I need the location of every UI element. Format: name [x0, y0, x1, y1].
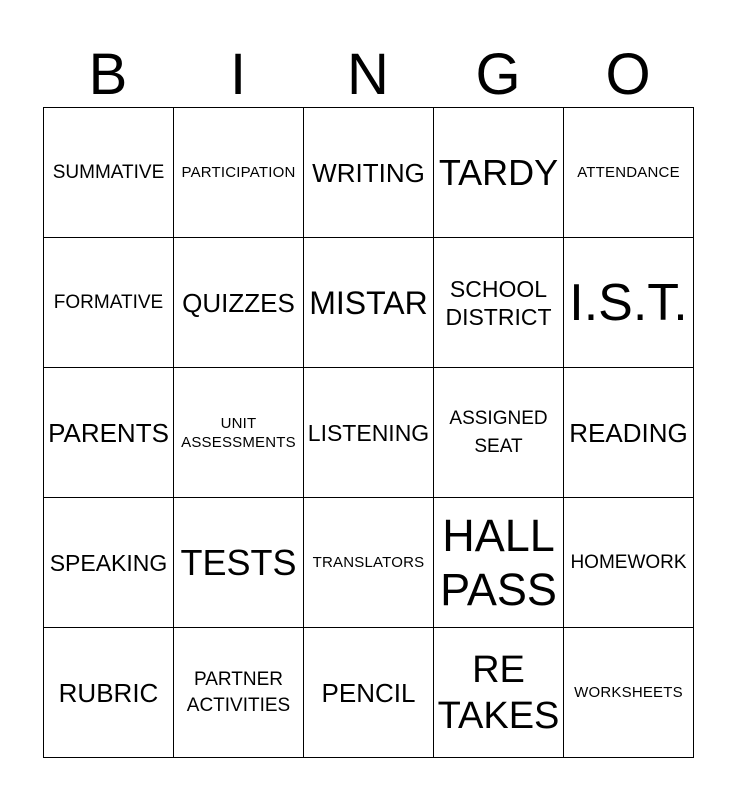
- bingo-header: [43, 44, 693, 106]
- cell-label: TRANSLATORS: [312, 554, 425, 571]
- bingo-cell[interactable]: [304, 108, 434, 238]
- bingo-grid: [43, 107, 694, 758]
- bingo-cell[interactable]: [434, 628, 564, 758]
- cell-label: MISTAR: [309, 284, 428, 321]
- header-letter-b: B: [88, 42, 128, 107]
- bingo-cell[interactable]: [564, 498, 694, 628]
- cell-label: SUMMATIVE: [52, 161, 165, 183]
- cell-label: HALL PASS: [440, 509, 557, 615]
- header-letter-i: I: [229, 42, 247, 107]
- cell-label: PARTNER ACTIVITIES: [186, 668, 291, 716]
- cell-label: UNIT ASSESSMENTS: [181, 414, 296, 451]
- bingo-cell[interactable]: [174, 628, 304, 758]
- bingo-cell[interactable]: [174, 498, 304, 628]
- bingo-cell[interactable]: [434, 238, 564, 368]
- cell-label: READING: [569, 417, 688, 448]
- bingo-cell[interactable]: [174, 238, 304, 368]
- cell-label: LISTENING: [307, 419, 430, 446]
- cell-label: FORMATIVE: [53, 291, 164, 313]
- cell-label: ASSIGNED SEAT: [449, 407, 548, 457]
- cell-label: PARTICIPATION: [181, 164, 296, 181]
- bingo-cell[interactable]: [434, 498, 564, 628]
- bingo-cell[interactable]: [44, 368, 174, 498]
- bingo-cell[interactable]: [564, 628, 694, 758]
- bingo-cell[interactable]: [44, 628, 174, 758]
- cell-label: PENCIL: [321, 677, 416, 708]
- cell-label: SPEAKING: [49, 549, 168, 576]
- bingo-cell[interactable]: [174, 368, 304, 498]
- bingo-cell[interactable]: [44, 498, 174, 628]
- cell-label: HOMEWORK: [570, 551, 687, 573]
- bingo-cell[interactable]: [564, 368, 694, 498]
- bingo-cell[interactable]: [304, 238, 434, 368]
- header-letter-o: O: [605, 42, 651, 107]
- bingo-cell[interactable]: [304, 498, 434, 628]
- cell-label: TESTS: [180, 541, 297, 583]
- bingo-cell[interactable]: [44, 108, 174, 238]
- bingo-cell[interactable]: [44, 238, 174, 368]
- bingo-cell[interactable]: [174, 108, 304, 238]
- bingo-cell[interactable]: [434, 108, 564, 238]
- cell-label: RE TAKES: [437, 648, 560, 737]
- bingo-cell[interactable]: [564, 108, 694, 238]
- cell-label: SCHOOL DISTRICT: [445, 275, 552, 330]
- cell-label: QUIZZES: [182, 287, 295, 318]
- cell-label: ATTENDANCE: [577, 164, 680, 181]
- cell-label: WORKSHEETS: [574, 684, 683, 701]
- bingo-cell[interactable]: [304, 628, 434, 758]
- bingo-cell[interactable]: [304, 368, 434, 498]
- cell-label: I.S.T.: [569, 273, 688, 332]
- cell-label: TARDY: [438, 151, 559, 193]
- header-letter-g: G: [475, 42, 521, 107]
- bingo-cell[interactable]: [564, 238, 694, 368]
- cell-label: WRITING: [312, 157, 425, 188]
- cell-label: RUBRIC: [58, 677, 159, 708]
- header-letter-n: N: [347, 42, 389, 107]
- bingo-cell[interactable]: [434, 368, 564, 498]
- cell-label: PARENTS: [48, 417, 169, 448]
